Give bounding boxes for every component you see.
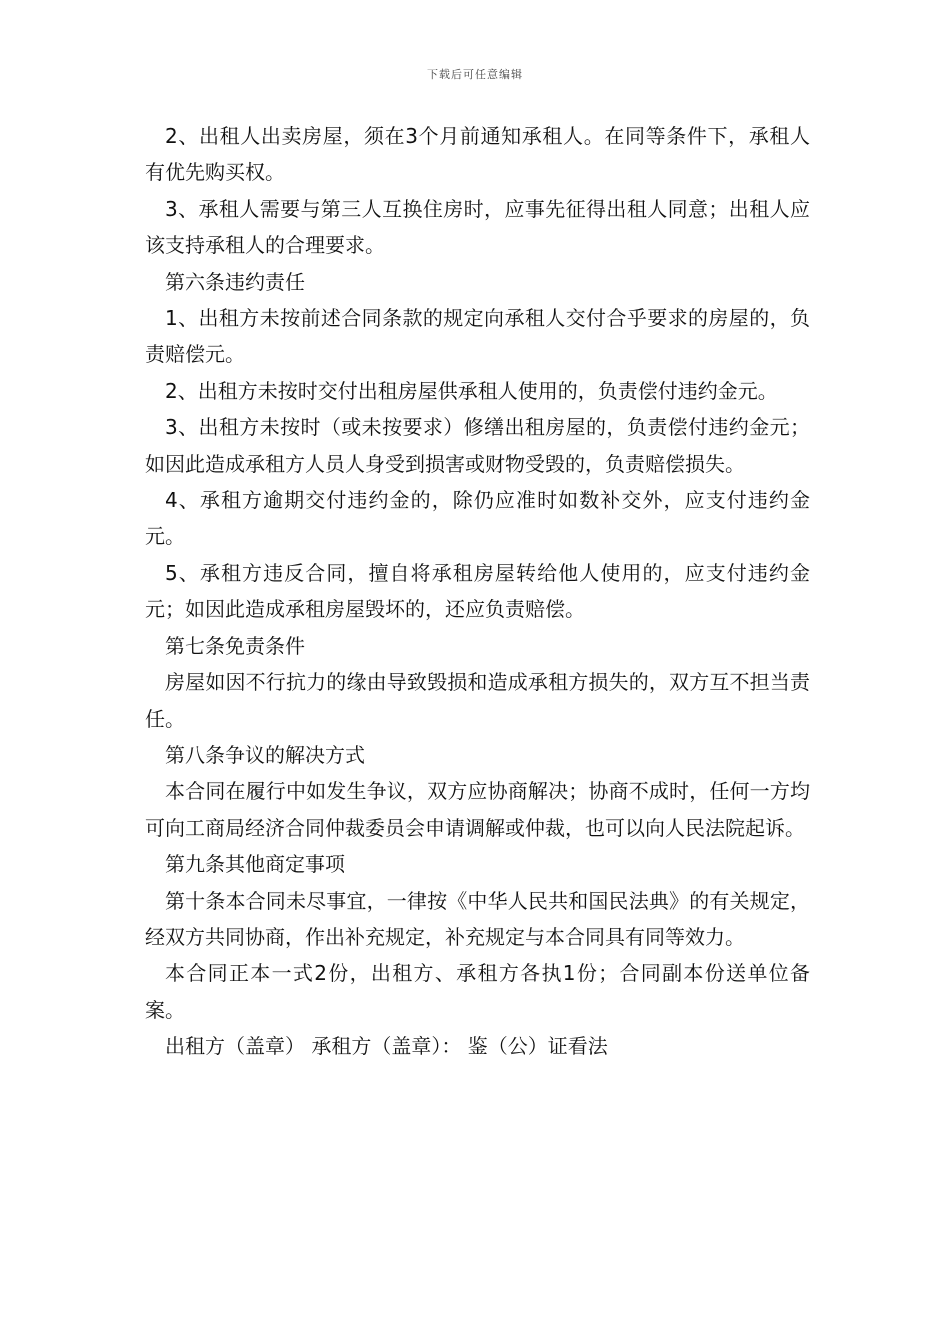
- signature-line: 出租方（盖章） 承租方（盖章）： 鉴（公）证看法: [165, 1034, 608, 1059]
- section-heading-article-6: 第六条违约责任: [165, 269, 305, 294]
- section-heading-article-8: 第八条争议的解决方式: [165, 742, 365, 767]
- paragraph-article-10: 第十条本合同未尽事宜，一律按《中华人民共和国民法典》的有关规定，经双方共同协商，作出补充规定，补充规定与本合同具有同等效力。: [145, 888, 810, 949]
- paragraph-clause-5-2: 2、出租人出卖房屋，须在3个月前通知承租人。在同等条件下，承租人有优先购买权。: [145, 124, 810, 185]
- paragraph-clause-6-4: 4、承租方逾期交付违约金的，除仍应准时如数补交外，应支付违约金元。: [145, 488, 810, 549]
- paragraph-copies: 本合同正本一式2份，出租方、承租方各执1份；合同副本份送单位备案。: [145, 961, 810, 1022]
- paragraph-clause-6-5: 5、承租方违反合同，擅自将承租房屋转给他人使用的，应支付违约金元；如因此造成承租房屋毁坏的，还应负责赔偿。: [145, 560, 810, 622]
- paragraph-clause-6-3: 3、出租方未按时（或未按要求）修缮出租房屋的，负责偿付违约金元；如因此造成承租方人员人身受到损害或财物受毁的，负责赔偿损失。: [145, 415, 810, 476]
- header-note: 下载后可任意编辑: [427, 68, 523, 81]
- paragraph-article-8-body: 本合同在履行中如发生争议，双方应协商解决；协商不成时，任何一方均可向工商局经济合同仲裁委员会申请调解或仲裁，也可以向人民法院起诉。: [145, 779, 810, 840]
- paragraph-article-7-body: 房屋如因不行抗力的缘由导致毁损和造成承租方损失的，双方互不担当责任。: [145, 670, 810, 731]
- paragraph-clause-5-3: 3、承租人需要与第三人互换住房时，应事先征得出租人同意；出租人应该支持承租人的合理要求。: [145, 196, 810, 258]
- document-body: [145, 118, 810, 1065]
- paragraph-clause-6-2: 2、出租方未按时交付出租房屋供承租人使用的，负责偿付违约金元。: [165, 378, 778, 403]
- section-heading-article-7: 第七条免责条件: [165, 633, 305, 658]
- section-heading-article-9: 第九条其他商定事项: [165, 852, 345, 877]
- paragraph-clause-6-1: 1、出租方未按前述合同条款的规定向承租人交付合乎要求的房屋的，负责赔偿元。: [145, 306, 810, 367]
